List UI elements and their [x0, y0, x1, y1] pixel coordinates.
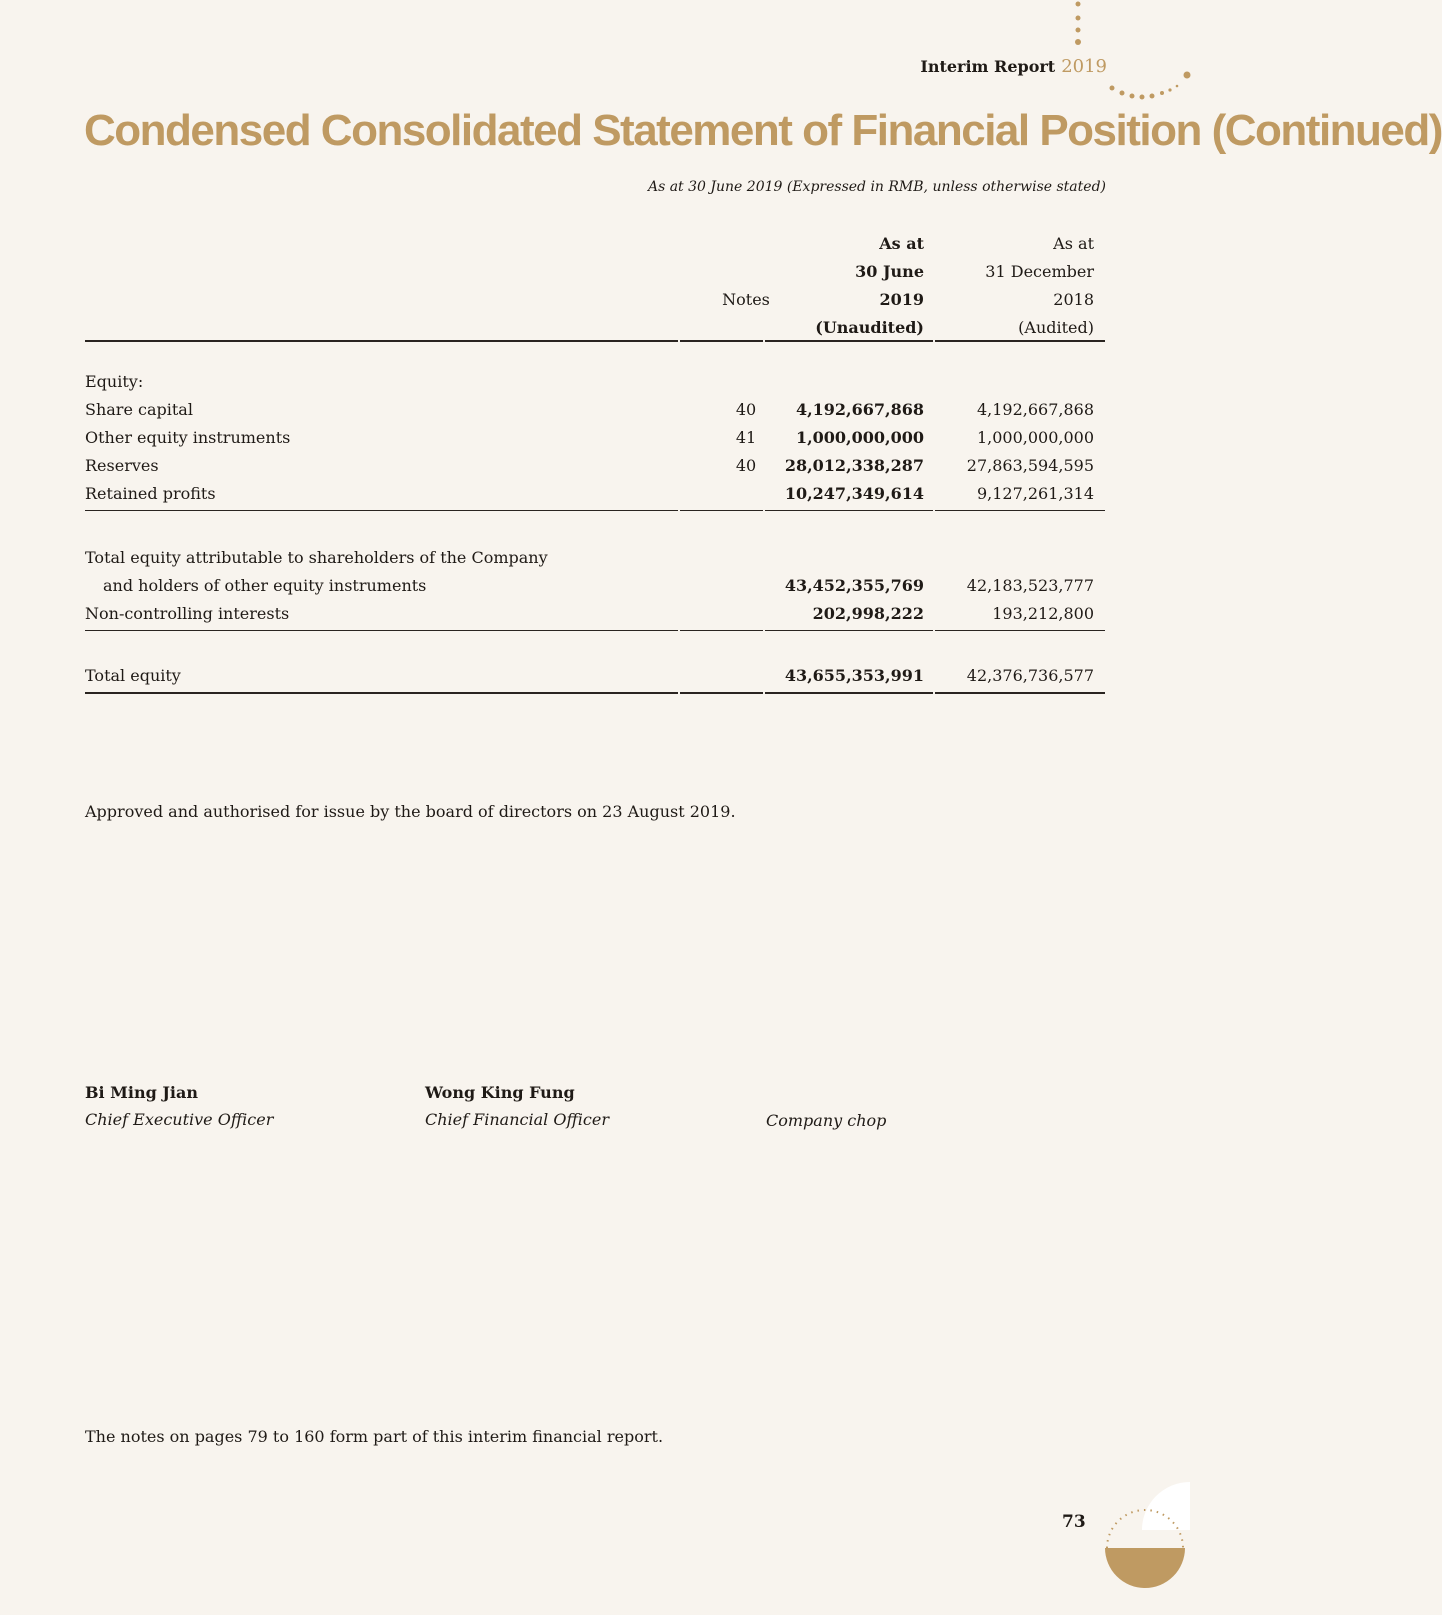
row-note: 40: [735, 456, 757, 475]
subtotal-rule: [85, 630, 1105, 631]
table-header: [85, 230, 1105, 342]
table-row: [85, 424, 1105, 452]
row-label: Reserves: [85, 456, 159, 475]
column-header-2019-line: 30 June: [855, 262, 924, 281]
signatory-name: Wong King Fung: [425, 1083, 575, 1102]
row-label: Share capital: [85, 400, 193, 419]
column-header-2018-line: 31 December: [985, 262, 1094, 281]
decorative-half-circle: [1090, 1470, 1190, 1615]
financial-position-table: [85, 230, 1105, 690]
row-value-2018: 27,863,594,595: [966, 456, 1094, 475]
page-title: Condensed Consolidated Statement of Financial Position (Continued): [84, 106, 1442, 155]
attributable-label: Total equity attributable to shareholders of the Company: [85, 548, 548, 567]
row-note: 41: [735, 428, 757, 447]
column-header-2019-line: 2019: [879, 290, 924, 309]
section-label: Equity:: [85, 372, 144, 391]
column-header-2019: [815, 230, 924, 342]
statement-subtitle: As at 30 June 2019 (Expressed in RMB, unless otherwise stated): [647, 179, 1106, 195]
attributable-label-row: [85, 544, 1105, 572]
column-header-2019-line: (Unaudited): [815, 318, 924, 337]
attributable-value-2019: 43,452,355,769: [784, 576, 924, 595]
column-header-2018-line: 2018: [1053, 290, 1094, 309]
column-header-2018-line: As at: [1053, 234, 1094, 253]
signatory-role: Chief Executive Officer: [85, 1110, 274, 1129]
report-year: 2019: [1061, 56, 1107, 77]
row-note: 40: [735, 400, 757, 419]
row-value-2018: 4,192,667,868: [976, 400, 1094, 419]
header-rule: [85, 340, 1105, 342]
row-value-2019: 10,247,349,614: [784, 484, 924, 503]
footnote: The notes on pages 79 to 160 form part of this interim financial report.: [85, 1427, 664, 1446]
total-equity-label: Total equity: [85, 666, 181, 685]
total-equity-value-2019: 43,655,353,991: [784, 666, 924, 685]
row-label: Retained profits: [85, 484, 216, 503]
signatory-ceo: [85, 1083, 273, 1129]
page-number: 73: [1062, 1512, 1086, 1532]
notes-column-header: Notes: [722, 290, 770, 309]
row-label: Other equity instruments: [85, 428, 291, 447]
column-header-2019-line: As at: [879, 234, 924, 253]
table-row: [85, 480, 1105, 508]
table-row: [85, 452, 1105, 480]
table-row: [85, 396, 1105, 424]
nci-value-2019: 202,998,222: [812, 604, 924, 623]
total-equity-value-2018: 42,376,736,577: [966, 666, 1094, 685]
report-header: [920, 56, 1107, 77]
approval-statement: Approved and authorised for issue by the board of directors on 23 August 2019.: [85, 802, 736, 821]
section-label-row: [85, 368, 1105, 396]
nci-row: [85, 600, 1105, 628]
company-chop-label: Company chop: [766, 1111, 887, 1130]
signatory-role: Chief Financial Officer: [425, 1110, 609, 1129]
nci-value-2018: 193,212,800: [992, 604, 1094, 623]
total-rule: [85, 692, 1105, 694]
decorative-dots-top: [1060, 0, 1190, 110]
attributable-label-continued: and holders of other equity instruments: [103, 576, 427, 595]
row-value-2019: 28,012,338,287: [784, 456, 924, 475]
row-value-2018: 1,000,000,000: [976, 428, 1094, 447]
attributable-value-2018: 42,183,523,777: [966, 576, 1094, 595]
column-header-2018-line: (Audited): [1018, 318, 1094, 337]
subtotal-rule: [85, 510, 1105, 511]
signatory-cfo: [425, 1083, 609, 1129]
report-label: Interim Report: [920, 57, 1056, 76]
row-value-2018: 9,127,261,314: [976, 484, 1094, 503]
column-header-2018: [985, 230, 1094, 342]
row-value-2019: 4,192,667,868: [795, 400, 924, 419]
attributable-row: [85, 572, 1105, 600]
signatory-name: Bi Ming Jian: [85, 1083, 198, 1102]
total-equity-row: [85, 662, 1105, 690]
nci-label: Non-controlling interests: [85, 604, 290, 623]
row-value-2019: 1,000,000,000: [795, 428, 924, 447]
